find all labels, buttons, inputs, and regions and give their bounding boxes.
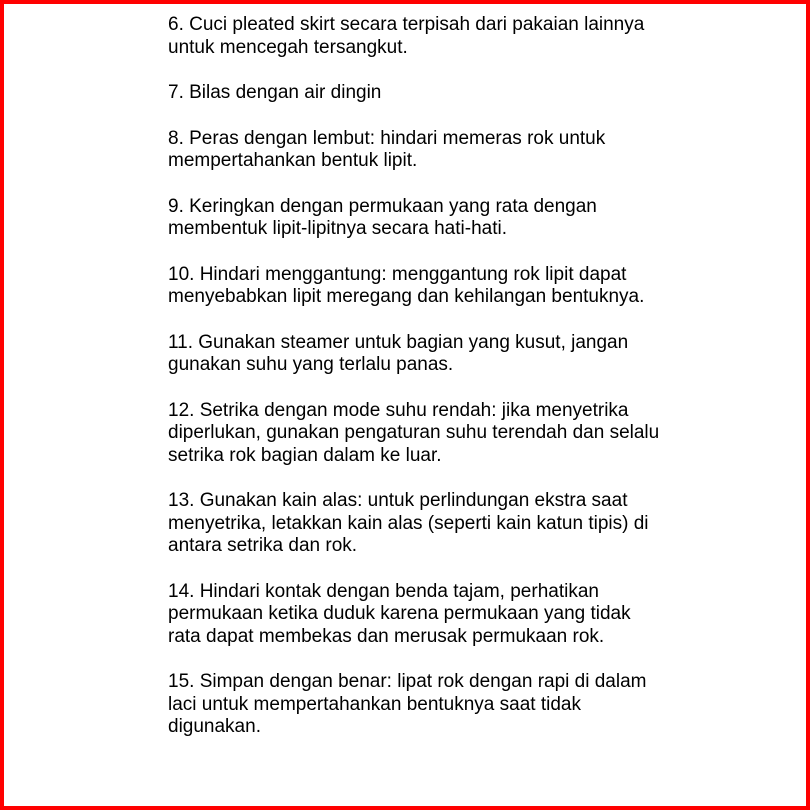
list-item-7: 7. Bilas dengan air dingin xyxy=(168,82,382,103)
list-item-8: 8. Peras dengan lembut: hindari memeras rok untuk mempertahankan bentuk lipit. xyxy=(168,127,606,171)
list-item-10: 10. Hindari menggantung: menggantung rok lipit dapat menyebabkan lipit meregang dan kehilangan bentuknya. xyxy=(168,263,645,307)
list-item-11: 11. Gunakan steamer untuk bagian yang kusut, jangan gunakan suhu yang terlalu panas. xyxy=(168,331,629,375)
list-item-6: 6. Cuci pleated skirt secara terpisah dari pakaian lainnya untuk mencegah tersangkut. xyxy=(168,14,645,58)
list-item-14: 14. Hindari kontak dengan benda tajam, perhatikan permukaan ketika duduk karena permukaan yang tidak rata dapat membekas dan merusak permukaan rok. xyxy=(168,580,631,647)
instruction-list xyxy=(168,14,668,762)
list-item-9: 9. Keringkan dengan permukaan yang rata dengan membentuk lipit-lipitnya secara hati-hati. xyxy=(168,195,597,239)
list-item-13: 13. Gunakan kain alas: untuk perlindungan ekstra saat menyetrika, letakkan kain alas (seperti kain katun tipis) di antara setrika dan rok. xyxy=(168,490,649,556)
list-item-12: 12. Setrika dengan mode suhu rendah: jika menyetrika diperlukan, gunakan pengaturan suhu terendah dan selalu setrika rok bagian dalam ke luar. xyxy=(168,399,660,466)
list-item-15: 15. Simpan dengan benar: lipat rok dengan rapi di dalam laci untuk mempertahankan bentuknya saat tidak digunakan. xyxy=(168,671,647,737)
